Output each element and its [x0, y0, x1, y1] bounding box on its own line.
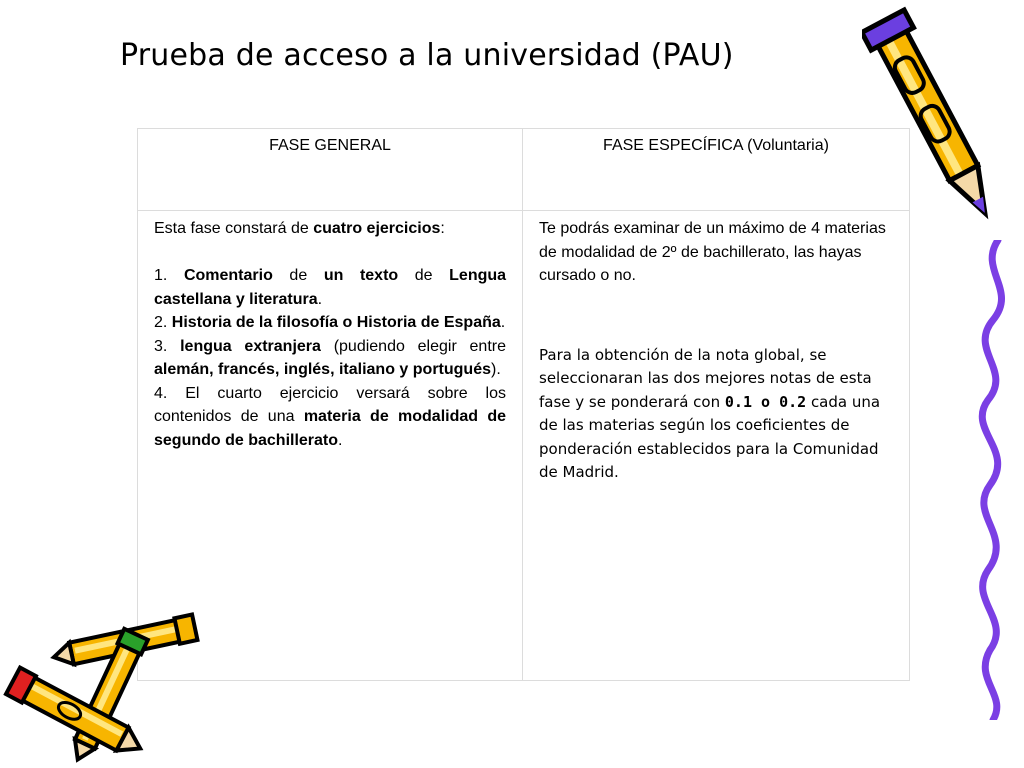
general-intro: Esta fase constará de cuatro ejercicios: — [154, 220, 445, 237]
exercise-4: 4. El cuarto ejercicio versará sobre los contenidos de una materia de modalidad de segundo de bachillerato. — [154, 384, 507, 449]
header-fase-general-label: FASE GENERAL — [269, 137, 391, 154]
header-fase-especifica — [523, 129, 910, 211]
squiggle-line-icon — [968, 240, 1024, 720]
fase-especifica-content — [523, 211, 910, 681]
header-voluntaria-label: (Voluntaria) — [747, 137, 829, 154]
exercise-1: 1. Comentario de un texto de Lengua castellana y literatura. — [154, 267, 507, 308]
header-fase-especifica-label: FASE ESPECÍFICA — [603, 137, 743, 154]
especifica-intro: Te podrás examinar de un máximo de 4 materias de modalidad de 2º de bachillerato, las hayas cursado o no. — [539, 220, 886, 284]
exercise-2: 2. Historia de la filosofía o Historia de España. — [154, 314, 506, 331]
header-fase-general — [138, 129, 523, 211]
table-header-row — [138, 129, 910, 211]
table-body-row — [138, 211, 910, 681]
exercise-3: 3. lengua extranjera (pudiendo elegir entre alemán, francés, inglés, italiano y portugués). — [154, 337, 507, 378]
pencil-top-right-icon — [862, 2, 1000, 242]
pau-table — [137, 128, 910, 681]
nota-global-text: Para la obtención de la nota global, se seleccionaran las dos mejores notas de esta fase y se ponderará con 0.1 o 0.2 cada una de las materias según los coeficientes de ponderación establecidos para la Comunidad de Madrid. — [539, 345, 881, 481]
pencils-bottom-left-icon — [0, 600, 210, 765]
slide-title: Prueba de acceso a la universidad (PAU) — [120, 38, 734, 73]
